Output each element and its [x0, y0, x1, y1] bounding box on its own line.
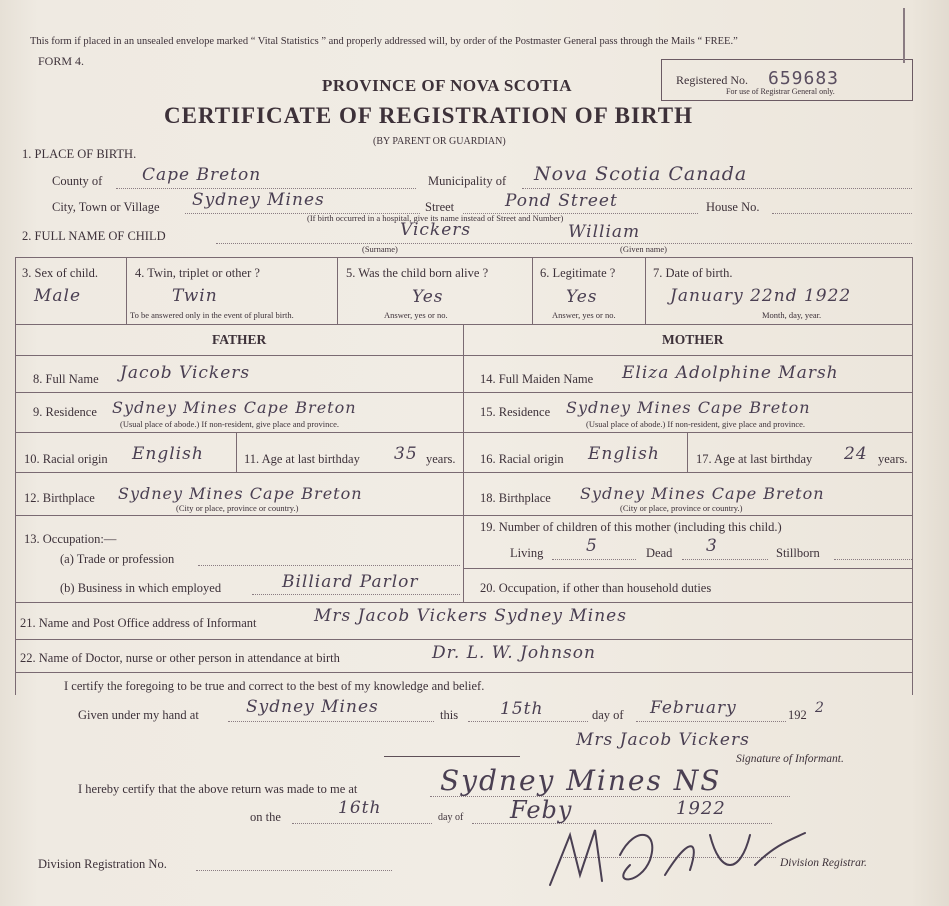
informant-signature-label: Signature of Informant. — [736, 753, 844, 765]
division-number-label: Division Registration No. — [38, 857, 167, 871]
sex-value: Male — [34, 286, 82, 306]
doctor-value: Dr. L. W. Johnson — [432, 643, 596, 663]
legitimate-note: Answer, yes or no. — [552, 310, 616, 320]
occupation-label: 13. Occupation:— — [24, 532, 117, 546]
row3-divider-1 — [126, 257, 127, 324]
right-border — [912, 257, 913, 695]
row3-top-rule — [15, 257, 913, 258]
rule-parents-end — [15, 602, 913, 603]
mother-years: years. — [878, 452, 908, 466]
stillborn-line — [834, 559, 912, 560]
row3-divider-3 — [532, 257, 533, 324]
county-line — [116, 188, 416, 189]
row3-divider-4 — [645, 257, 646, 324]
province-title: PROVINCE OF NOVA SCOTIA — [322, 76, 573, 95]
mother-age-divider — [687, 432, 688, 472]
dead-label: Dead — [646, 546, 673, 560]
county-value: Cape Breton — [142, 165, 262, 185]
informant-value: Mrs Jacob Vickers Sydney Mines — [314, 606, 627, 626]
father-name-label: 8. Full Name — [33, 372, 99, 386]
child-given-name: William — [568, 222, 641, 242]
child-name-label: 2. FULL NAME OF CHILD — [22, 229, 166, 243]
mother-birthplace-label: 18. Birthplace — [480, 491, 551, 505]
trade-line — [198, 565, 460, 566]
rule-21 — [15, 639, 913, 640]
children-label: 19. Number of children of this mother (including this child.) — [480, 520, 782, 534]
living-line — [552, 559, 636, 560]
doctor-label: 22. Name of Doctor, nurse or other person in attendance at birth — [20, 651, 340, 665]
rule-19 — [463, 568, 913, 569]
parent-center-divider — [463, 324, 464, 602]
on-label: on the — [250, 810, 281, 824]
parent-header-rule — [15, 355, 913, 356]
dead-value: 3 — [706, 536, 718, 556]
day-of-label: day of — [592, 708, 624, 722]
father-name-value: Jacob Vickers — [120, 363, 251, 383]
division-registrar-label: Division Registrar. — [780, 857, 867, 869]
mother-residence-value: Sydney Mines Cape Breton — [566, 398, 811, 417]
legitimate-value: Yes — [566, 287, 598, 307]
father-age-divider — [236, 432, 237, 472]
father-age-value: 35 — [394, 444, 418, 464]
left-border — [15, 257, 16, 695]
certificate-title: CERTIFICATE OF REGISTRATION OF BIRTH — [164, 103, 693, 128]
on-day: 16th — [338, 798, 382, 818]
dob-label: 7. Date of birth. — [653, 266, 733, 280]
hospital-note: (If birth occurred in a hospital, give its name instead of Street and Number) — [307, 213, 564, 223]
trade-label: (a) Trade or profession — [60, 552, 175, 566]
mother-header: MOTHER — [662, 332, 724, 347]
twin-value: Twin — [172, 286, 218, 306]
certificate-subtitle: (BY PARENT OR GUARDIAN) — [373, 136, 506, 147]
form-number: FORM 4. — [38, 54, 85, 68]
day-line — [468, 721, 588, 722]
father-header: FATHER — [212, 332, 267, 347]
row3-bottom-rule — [15, 324, 913, 325]
given-label: Given under my hand at — [78, 708, 199, 722]
mail-notice: This form if placed in an unsealed envelope marked “ Vital Statistics ” and properly addressed will, by order of the Postmaster General pass through the Mails “ FREE.” — [30, 36, 738, 47]
registrar-place: Sydney Mines NS — [440, 764, 722, 797]
mother-name-value: Eliza Adolphine Marsh — [622, 363, 839, 383]
mother-residence-note: (Usual place of abode.) If non-resident, give place and province. — [586, 419, 806, 429]
father-residence-note: (Usual place of abode.) If non-resident, give place and province. — [120, 419, 340, 429]
mother-racial-label: 16. Racial origin — [480, 452, 564, 466]
living-label: Living — [510, 546, 544, 560]
dob-note: Month, day, year. — [762, 310, 822, 320]
stillborn-label: Stillborn — [776, 546, 820, 560]
registrar-note: For use of Registrar General only. — [726, 87, 835, 96]
mother-name-label: 14. Full Maiden Name — [480, 372, 594, 386]
child-surname: Vickers — [400, 220, 472, 240]
certify-statement: I certify the foregoing to be true and correct to the best of my knowledge and belief. — [64, 679, 485, 693]
father-racial-value: English — [132, 444, 204, 464]
father-racial-label: 10. Racial origin — [24, 452, 108, 466]
legitimate-label: 6. Legitimate ? — [540, 266, 616, 280]
sex-label: 3. Sex of child. — [22, 266, 99, 280]
business-value: Billiard Parlor — [282, 572, 419, 592]
father-residence-value: Sydney Mines Cape Breton — [112, 398, 357, 417]
municipality-value: Nova Scotia Canada — [534, 163, 748, 185]
child-name-line — [216, 243, 912, 244]
mother-age-value: 24 — [844, 444, 868, 464]
twin-label: 4. Twin, triplet or other ? — [135, 266, 260, 280]
registered-label: Registered No. — [676, 73, 748, 87]
business-line — [252, 594, 460, 595]
on-day-line — [292, 823, 432, 824]
county-label: County of — [52, 174, 103, 188]
mother-occupation-label: 20. Occupation, if other than household duties — [480, 581, 712, 595]
street-value: Pond Street — [505, 191, 618, 211]
surname-caption: (Surname) — [362, 244, 398, 254]
father-birthplace-label: 12. Birthplace — [24, 491, 95, 505]
business-label: (b) Business in which employed — [60, 581, 222, 595]
dob-value: January 22nd 1922 — [670, 286, 852, 306]
municipality-line — [522, 188, 912, 189]
rule-8 — [15, 392, 913, 393]
living-value: 5 — [586, 536, 598, 556]
house-label: House No. — [706, 200, 760, 214]
mother-racial-value: English — [588, 444, 660, 464]
year-prefix: 192 — [788, 708, 807, 722]
mother-residence-label: 15. Residence — [480, 405, 551, 419]
registrar-year: 1922 — [676, 798, 726, 819]
father-age-label: 11. Age at last birthday — [244, 452, 360, 466]
alive-note: Answer, yes or no. — [384, 310, 448, 320]
registrar-signature — [540, 815, 820, 895]
month-line — [636, 721, 786, 722]
given-month: February — [650, 698, 737, 718]
father-residence-label: 9. Residence — [33, 405, 97, 419]
year-suffix: 2 — [815, 700, 825, 716]
dead-line — [682, 559, 768, 560]
division-number-line — [196, 870, 392, 871]
alive-label: 5. Was the child born alive ? — [346, 266, 489, 280]
registrar-month: Feby — [510, 796, 573, 824]
street-label: Street — [425, 200, 455, 214]
registrar-day-of-label: day of — [438, 812, 464, 823]
place-of-birth-label: 1. PLACE OF BIRTH. — [22, 147, 137, 161]
this-label: this — [440, 708, 459, 722]
rule-12 — [15, 515, 913, 516]
city-value: Sydney Mines — [192, 190, 325, 210]
father-birthplace-value: Sydney Mines Cape Breton — [118, 484, 363, 503]
alive-value: Yes — [412, 287, 444, 307]
city-label: City, Town or Village — [52, 200, 160, 214]
registration-box — [661, 59, 913, 101]
rule-10 — [15, 472, 913, 473]
twin-note: To be answered only in the event of plural birth. — [130, 310, 294, 320]
rule-9 — [15, 432, 913, 433]
father-years: years. — [426, 452, 456, 466]
given-place: Sydney Mines — [246, 697, 379, 717]
edge-mark — [903, 8, 905, 63]
rule-22 — [15, 672, 913, 673]
mother-birthplace-note: (City or place, province or country.) — [620, 503, 743, 513]
given-place-line — [228, 721, 434, 722]
informant-label: 21. Name and Post Office address of Informant — [20, 616, 257, 630]
municipality-label: Municipality of — [428, 174, 507, 188]
given-name-caption: (Given name) — [620, 244, 667, 254]
mother-age-label: 17. Age at last birthday — [696, 452, 813, 466]
mother-birthplace-value: Sydney Mines Cape Breton — [580, 484, 825, 503]
seal-line — [384, 756, 520, 757]
father-birthplace-note: (City or place, province or country.) — [176, 503, 299, 513]
given-day: 15th — [500, 699, 544, 719]
registered-number: 659683 — [768, 68, 840, 89]
registrar-statement: I hereby certify that the above return was made to me at — [78, 782, 358, 796]
informant-signature: Mrs Jacob Vickers — [576, 730, 750, 750]
row3-divider-2 — [337, 257, 338, 324]
house-line — [772, 213, 912, 214]
